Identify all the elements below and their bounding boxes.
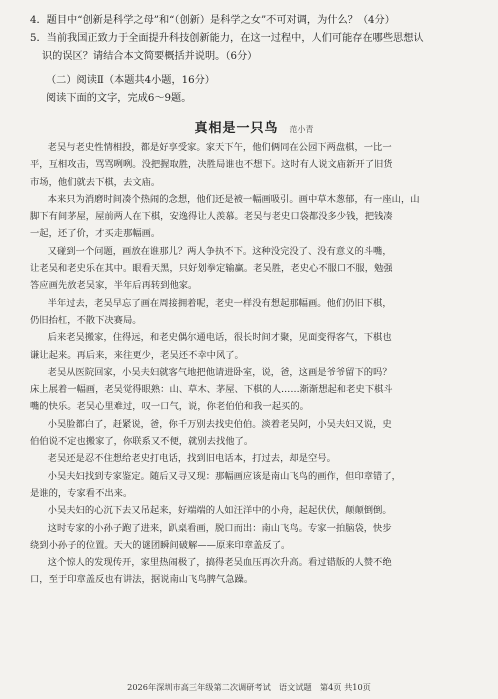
question-5-line-1: 5．当前我国正致力于全面提升科技创新能力，在这一过程中，人们可能存在哪些思想认 xyxy=(30,33,424,44)
article-line: 床上展着一幅画，老吴觉得眼熟：山、草木、茅屋、下棋的人……渐渐想起和老史下棋斗 xyxy=(30,384,393,396)
article-line: 这个惊人的发现传开，家里热闹极了，搞得老吴血压再次升高。看过错版的人赞不绝 xyxy=(47,557,392,569)
article-header xyxy=(30,117,478,136)
article-title: 真相是一只鸟 xyxy=(194,121,279,136)
article-line: 仍旧抬杠，不散下决赛局。 xyxy=(30,314,142,326)
article-line: 小吴夫妇的心沉下去又吊起来，好端端的人如汪洋中的小舟，起起伏伏，颠颠倒倒。 xyxy=(47,505,392,517)
article-author: 范小青 xyxy=(289,125,314,134)
article-line: 老吴与老史性情相投，都是好享受家。家天下午，他们俩同在公园下两盘棋，一比一 xyxy=(47,142,392,153)
article-line: 本来只为消磨时间凑个热闹的念想，他们还是被一幅画吸引。画中草木葱郁，有一座山，山 xyxy=(47,193,420,205)
article-line: 谦让起来。再后来，来往更少，老吴还不幸中风了。 xyxy=(30,349,244,361)
article-body xyxy=(30,139,478,589)
article-line: 老吴从医院回家，小吴夫妇就客气地把他请进卧室，说，爸，这画是爷爷留下的吗？ xyxy=(47,366,392,378)
article-line: 后来老吴搬家，住得远，和老史偶尔通电话，很长时间才聚，见面变得客气，下棋也 xyxy=(47,332,392,344)
article-line: 嘴的快乐。老吴心里难过，叹一口气，说，你老伯伯和我一起买的。 xyxy=(30,401,309,413)
article-line: 市场，他们就去下棋，去文庙。 xyxy=(30,176,161,188)
section-heading: （二）阅读Ⅱ（本题共4小题，16分） xyxy=(46,75,215,86)
article-line: 绕到小孙子的位置。天大的谜团瞬间破解——原来印章盖反了。 xyxy=(30,539,291,551)
article-line: 这时专家的小孙子跑了进来，趴桌看画，脱口而出：南山飞鸟。专家一拍脑袋，快步 xyxy=(47,522,392,534)
article-line: 平，互相攻击，骂骂咧咧。没把握取胜，决胜局谁也不想下。这时有人说文庙新开了旧货 xyxy=(30,159,393,171)
article-line: 脚下有间茅屋，屋前两人在下棋，安逸得让人羡慕。老吴与老史口袋都没多少钱，把钱凑 xyxy=(30,211,393,223)
article-line: 一起，还了价，才买走那幅画。 xyxy=(30,228,161,240)
article-line: 让老吴和老史乐在其中。眼看天黑，只好划拳定输赢。老吴胜，老史心不服口不服，勉强 xyxy=(30,263,393,275)
section-instruction: 阅读下面的文字，完成6～9题。 xyxy=(46,93,192,104)
question-4: 4．题目中“创新是科学之母”和“（创新）是科学之女”不可对调，为什么？（4分） xyxy=(30,15,395,26)
article-line: 半年过去，老吴早忘了画在周接拥着呢，老史一样没有想起那幅画。他们仍旧下棋， xyxy=(47,297,392,309)
article-line: 小吴夫妇找到专家鉴定。随后又寻又现：那幅画应该是南山飞鸟的画作，但印章错了， xyxy=(47,470,401,482)
article-line: 小吴脸都白了，赶紧说，爸，你千万别去找史伯伯。淡着老吴阿，小吴夫妇又说，史 xyxy=(47,418,392,430)
article-line: 是谁的，专家看不出来。 xyxy=(30,487,133,499)
article-line: 答应画先放老吴家，半年后再转到他家。 xyxy=(30,280,198,292)
article-line: 口，至于印章盖反也有讲法，据说南山飞鸟脾气急躁。 xyxy=(30,574,254,586)
question-5-line-2: 识的误区？请结合本文简要概括并说明。（6分） xyxy=(42,51,258,62)
page-footer: 2026年深圳市高三年级第二次调研考试 语文试题 第4页 共10页 xyxy=(127,682,371,692)
article-line: 又碰到一个问题，画放在谁那儿？两人争执不下。这种没完没了、没有意义的斗嘴， xyxy=(47,245,392,257)
article-line: 伯伯说不定也搬家了，你联系又不便，就别去找他了。 xyxy=(30,436,254,448)
article-line: 老吴还是忍不住想给老史打电话，找到旧电话本，打过去，却是空号。 xyxy=(47,453,336,465)
